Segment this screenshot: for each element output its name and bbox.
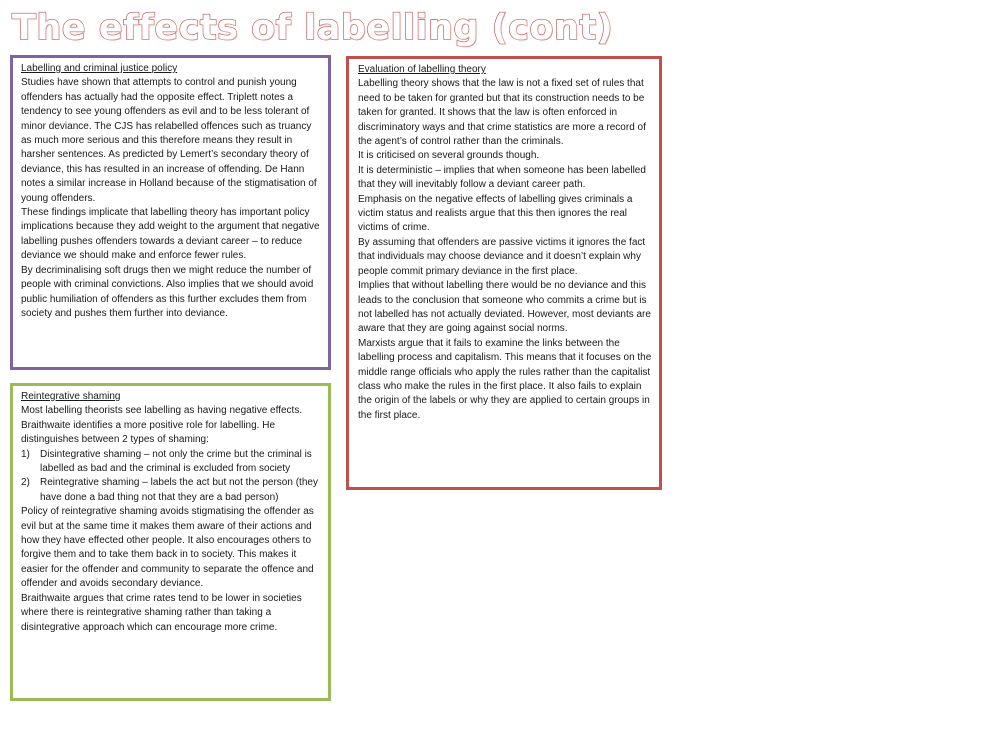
evaluation-heading: Evaluation of labelling theory [358, 64, 486, 75]
shaming-types-list [21, 448, 322, 506]
criminal-justice-paragraph: These findings implicate that labelling theory has important policy implications because they add weight to the argument that negative labelling pushes offenders towards a deviant career – to reduce deviance we should make and enforce fewer rules. [21, 207, 320, 262]
criminal-justice-paragraph: Studies have shown that attempts to control and punish young offenders has actually had the opposite effect. Triplett notes a tendency to see young offenders as evil and to be less tolerant of minor deviance. The CJS has relabelled offences such as truancy as much more serious and this therefore means they result in harsher sentences. As predicted by Lemert’s secondary theory of deviance, this has resulted in an increase of offending. De Hann notes a similar increase in Holland because of the stigmatisation of young offenders. [21, 77, 317, 204]
reintegrative-shaming-intro: Most labelling theorists see labelling as having negative effects. Braithwaite identifies a more positive role for labelling. He distinguishes between 2 types of shaming: [21, 405, 303, 446]
list-item [21, 476, 322, 505]
list-number: 2) [21, 477, 30, 489]
evaluation-paragraph: Implies that without labelling there would be no deviance and this leads to the conclusion that someone who commits a crime but is not labelled has not actually deviated. However, most deviants are aware that they are going against social norms. [358, 280, 651, 335]
list-item [21, 448, 322, 477]
criminal-justice-heading: Labelling and criminal justice policy [21, 63, 178, 74]
evaluation-paragraph: It is deterministic – implies that when someone has been labelled that they will inevitably follow a deviant career path. [358, 164, 646, 191]
reintegrative-shaming-paragraph: Policy of reintegrative shaming avoids stigmatising the offender as evil but at the same time it makes them aware of their actions and how they have effected other people. It also encourages others to forgive them and to take them back in to society. This makes it easier for the offender and community to separate the offence and offender and avoids secondary deviance. [21, 506, 314, 590]
evaluation-paragraph: Marxists argue that it fails to examine the links between the labelling process and capitalism. This means that it focuses on the middle range officials who apply the rules rather than the capitalist class who make the rules in the first place. It also fails to explain the origin of the labels or why they are applied to certain groups in the first place. [358, 337, 652, 421]
evaluation-paragraph: Emphasis on the negative effects of labelling gives criminals a victim status and realists argue that this then ignores the real victims of crime. [358, 193, 633, 234]
evaluation-paragraph: It is criticised on several grounds though. [358, 150, 540, 162]
criminal-justice-policy-box [10, 55, 331, 370]
list-item-text: Reintegrative shaming – labels the act but not the person (they have done a bad thing not that they are a bad person) [40, 477, 318, 503]
list-item-text: Disintegrative shaming – not only the crime but the criminal is labelled as bad and the criminal is excluded from society [40, 448, 312, 475]
reintegrative-shaming-heading: Reintegrative shaming [21, 391, 121, 402]
evaluation-box [346, 56, 662, 490]
criminal-justice-paragraph: By decriminalising soft drugs then we might reduce the number of people with criminal convictions. Also implies that we should avoid public humiliation of offenders as this further excludes them from society and pushes them further into deviance. [21, 264, 314, 319]
reintegrative-shaming-box [10, 383, 331, 701]
evaluation-paragraph: By assuming that offenders are passive victims it ignores the fact that individuals may choose deviance and it doesn’t explain why people commit primary deviance in the first place. [358, 236, 646, 277]
evaluation-paragraph: Labelling theory shows that the law is not a fixed set of rules that need to be taken for granted but that its construction needs to be taken for granted. It shows that the law is often enforced in discriminatory ways and that crime statistics are more a record of the agent’s of control rather than the criminals. [358, 78, 646, 148]
list-number: 1) [21, 448, 30, 460]
reintegrative-shaming-paragraph: Braithwaite argues that crime rates tend to be lower in societies where there is reintegrative shaming rather than taking a disintegrative approach which can encourage more crime. [21, 592, 302, 633]
page-title: The effects of labelling (cont) [12, 8, 614, 48]
